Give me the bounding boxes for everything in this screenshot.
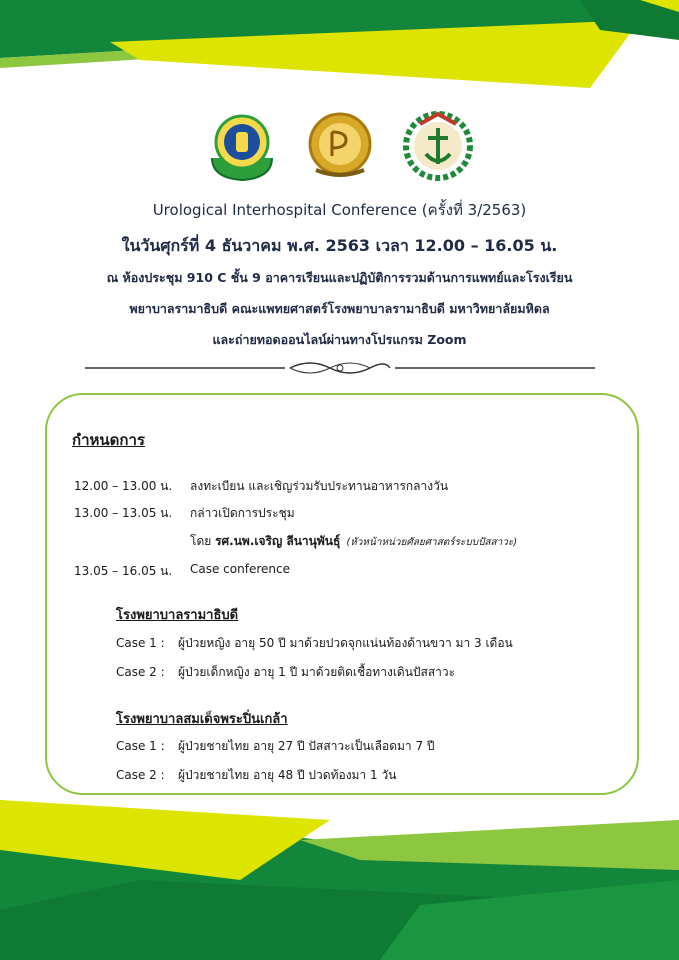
- case-item: [116, 634, 513, 653]
- speaker-name: รศ.นพ.เจริญ ลีนานุพันธุ์: [215, 534, 341, 548]
- case-text: ผู้ป่วยหญิง อายุ 50 ปี มาด้วยปวดจุกแน่นท้องด้านขวา มา 3 เดือน: [178, 636, 513, 650]
- case-label: Case 2 :: [116, 665, 165, 679]
- logo-row: [0, 108, 679, 184]
- agenda-time: 13.00 – 13.05 น.: [74, 506, 173, 520]
- conference-date: ในวันศุกร์ที่ 4 ธันวาคม พ.ศ. 2563 เวลา 12.00 – 16.05 น.: [121, 236, 558, 255]
- agenda-time: 13.05 – 16.05 น.: [74, 564, 173, 578]
- venue-line-1: ณ ห้องประชุม 910 C ชั้น 9 อาคารเรียนและปฏิบัติการรวมด้านการแพทย์และโรงเรียน: [106, 270, 573, 285]
- case-label: Case 1 :: [116, 739, 165, 753]
- case-label: Case 1 :: [116, 636, 165, 650]
- case-item: [116, 737, 435, 756]
- ornamental-divider-icon: [85, 358, 595, 378]
- conference-title: Urological Interhospital Conference (ครั้งที่ 3/2563): [152, 201, 527, 219]
- agenda-desc: Case conference: [190, 562, 290, 576]
- navy-anchor-emblem-icon: [400, 108, 476, 184]
- agenda-time: 12.00 – 13.00 น.: [74, 479, 173, 493]
- venue-line-3: และถ่ายทอดออนไลน์ผ่านทางโปรแกรม Zoom: [212, 332, 467, 347]
- case-item: [116, 766, 396, 785]
- agenda-desc: กล่าวเปิดการประชุม: [190, 506, 295, 520]
- speaker-prefix: โดย: [190, 534, 216, 548]
- speaker-role: (หัวหน้าหน่วยศัลยศาสตร์ระบบปัสสาวะ): [346, 537, 518, 548]
- venue-line-2: พยาบาลรามาธิบดี คณะแพทยศาสตร์โรงพยาบาลรามาธิบดี มหาวิทยาลัยมหิดล: [129, 301, 550, 316]
- speaker-line: [190, 532, 517, 551]
- case-item: [116, 663, 455, 682]
- case-text: ผู้ป่วยเด็กหญิง อายุ 1 ปี มาด้วยติดเชื้อทางเดินปัสสาวะ: [178, 665, 456, 679]
- case-text: ผู้ป่วยชายไทย อายุ 48 ปี ปวดท้องมา 1 วัน: [178, 768, 397, 782]
- hospital-name: โรงพยาบาลสมเด็จพระปิ่นเกล้า: [116, 712, 288, 727]
- faculty-seal-icon: [204, 108, 280, 184]
- golden-emblem-icon: [302, 108, 378, 184]
- agenda-panel: [45, 393, 639, 795]
- hospital-name: โรงพยาบาลรามาธิบดี: [116, 608, 239, 623]
- agenda-desc: ลงทะเบียน และเชิญร่วมรับประทานอาหารกลางวัน: [190, 479, 449, 493]
- case-label: Case 2 :: [116, 768, 165, 782]
- case-text: ผู้ป่วยชายไทย อายุ 27 ปี ปัสสาวะเป็นเลือดมา 7 ปี: [178, 739, 435, 753]
- agenda-title: กำหนดการ: [72, 431, 145, 449]
